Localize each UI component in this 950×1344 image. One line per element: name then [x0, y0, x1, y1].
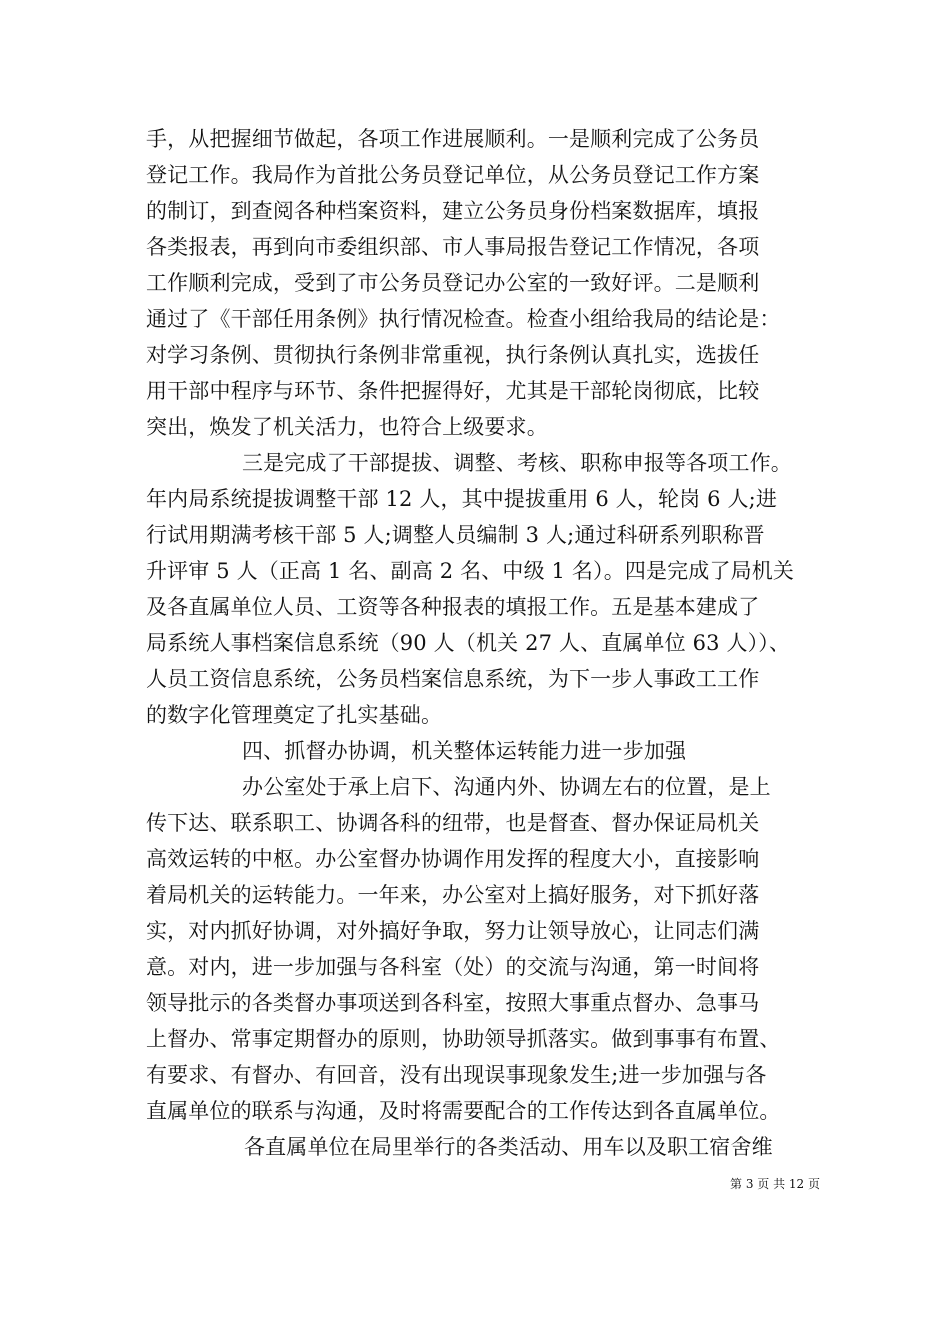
text-line: 年内局系统提拔调整干部 12 人，其中提拔重用 6 人，轮岗 6 人;进 — [146, 487, 777, 511]
text-line: 通过了《干部任用条例》执行情况检查。检查小组给我局的结论是： — [146, 307, 781, 331]
text-line: 登记工作。我局作为首批公务员登记单位，从公务员登记工作方案 — [146, 163, 760, 187]
text-line: 四、抓督办协调，机关整体运转能力进一步加强 — [242, 739, 687, 763]
text-line: 着局机关的运转能力。一年来，办公室对上搞好服务，对下抓好落 — [146, 883, 760, 907]
text-line: 人员工资信息系统，公务员档案信息系统，为下一步人事政工工作 — [146, 667, 760, 691]
text-line: 办公室处于承上启下、沟通内外、协调左右的位置，是上 — [242, 775, 771, 799]
text-line: 的制订，到查阅各种档案资料，建立公务员身份档案数据库，填报 — [146, 199, 760, 223]
text-line: 有要求、有督办、有回音，没有出现误事现象发生;进一步加强与各 — [146, 1063, 767, 1087]
text-line: 实，对内抓好协调，对外搞好争取，努力让领导放心，让同志们满 — [146, 919, 760, 943]
text-line: 上督办、常事定期督办的原则，协助领导抓落实。做到事事有布置、 — [146, 1027, 781, 1051]
text-line: 局系统人事档案信息系统（90 人（机关 27 人、直属单位 63 人））、 — [146, 631, 791, 655]
text-line: 对学习条例、贯彻执行条例非常重视，执行条例认真扎实，选拔任 — [146, 343, 760, 367]
text-line: 各类报表，再到向市委组织部、市人事局报告登记工作情况，各项 — [146, 235, 760, 259]
text-line: 领导批示的各类督办事项送到各科室，按照大事重点督办、急事马 — [146, 991, 760, 1015]
text-line: 用干部中程序与环节、条件把握得好，尤其是干部轮岗彻底，比较 — [146, 379, 760, 403]
text-line: 意。对内，进一步加强与各科室（处）的交流与沟通，第一时间将 — [146, 955, 760, 979]
text-line: 升评审 5 人（正高 1 名、副高 2 名、中级 1 名）。四是完成了局机关 — [146, 559, 795, 583]
text-line: 突出，焕发了机关活力，也符合上级要求。 — [146, 415, 548, 439]
text-line: 直属单位的联系与沟通，及时将需要配合的工作传达到各直属单位。 — [146, 1099, 781, 1123]
page-footer: 第 3 页 共 12 页 — [730, 1177, 820, 1191]
text-line: 及各直属单位人员、工资等各种报表的填报工作。五是基本建成了 — [146, 595, 760, 619]
text-line: 各直属单位在局里举行的各类活动、用车以及职工宿舍维 — [244, 1135, 773, 1159]
text-line: 传下达、联系职工、协调各科的纽带，也是督查、督办保证局机关 — [146, 811, 760, 835]
text-line: 高效运转的中枢。办公室督办协调作用发挥的程度大小，直接影响 — [146, 847, 760, 871]
text-line: 工作顺利完成，受到了市公务员登记办公室的一致好评。二是顺利 — [146, 271, 760, 295]
text-line: 的数字化管理奠定了扎实基础。 — [146, 703, 443, 727]
text-line: 手，从把握细节做起，各项工作进展顺利。一是顺利完成了公务员 — [146, 127, 760, 151]
body-text — [146, 121, 822, 1165]
text-line: 三是完成了干部提拔、调整、考核、职称申报等各项工作。 — [242, 451, 792, 475]
text-line: 行试用期满考核干部 5 人;调整人员编制 3 人;通过科研系列职称晋 — [146, 523, 765, 547]
